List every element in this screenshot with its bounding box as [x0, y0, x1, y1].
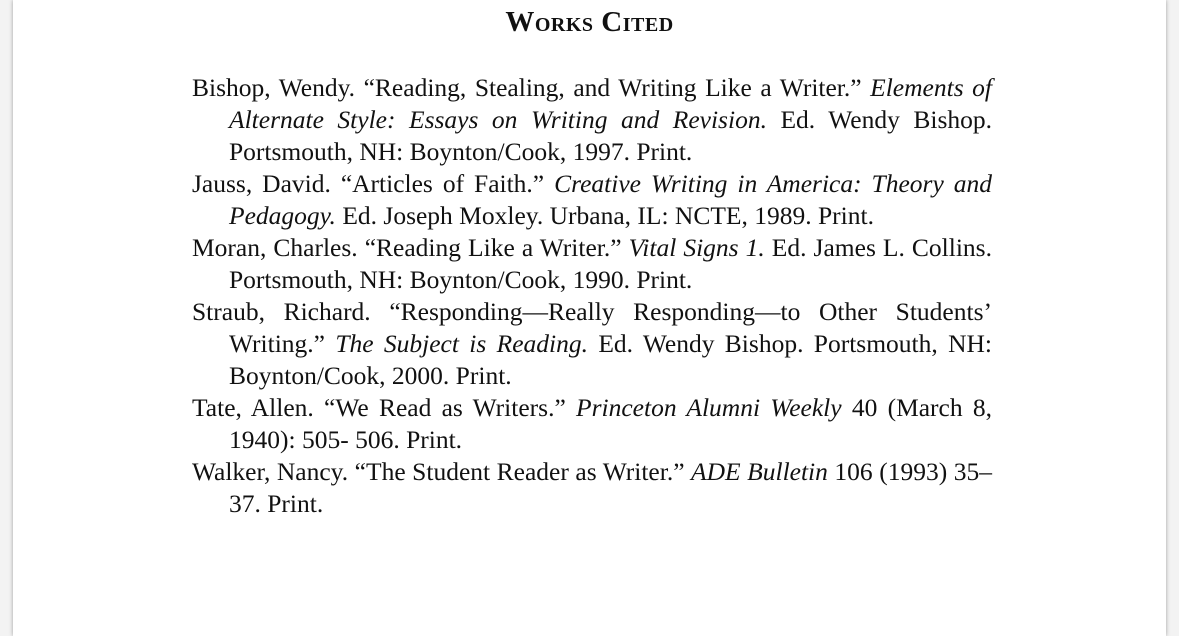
- citation-entry: [192, 72, 992, 168]
- citation-text: Moran, Charles. “Reading Like a Writer.”: [192, 233, 629, 262]
- citation-text: Jauss, David. “Articles of Faith.”: [192, 169, 555, 198]
- citation-source-title: Elements of Alternate Style: Essays on Writing and Revision.: [229, 73, 992, 134]
- citation-source-title: ADE Bulletin: [691, 457, 828, 486]
- page-title: Works Cited: [505, 6, 674, 38]
- citation-text: Tate, Allen. “We Read as Writers.”: [192, 393, 577, 422]
- citation-text: Bishop, Wendy. “Reading, Stealing, and Writing Like a Writer.”: [192, 73, 871, 102]
- citation-entry: [192, 456, 992, 520]
- citation-publication-info: Ed. Joseph Moxley. Urbana, IL: NCTE, 1989. Print.: [335, 201, 874, 230]
- works-cited-list: [192, 72, 992, 520]
- citation-source-title: Princeton Alumni Weekly: [576, 393, 842, 422]
- citation-publication-info: Ed. Wendy Bishop. Portsmouth, NH: Boynton/Cook, 1997. Print.: [229, 105, 993, 166]
- citation-publication-info: Ed. James L. Collins. Portsmouth, NH: Boynton/Cook, 1990. Print.: [229, 233, 992, 294]
- citation-source-title: The Subject is Reading.: [335, 329, 588, 358]
- citation-text: Straub, Richard. “Responding—Really Responding—to Other Students’ Writing.”: [192, 297, 992, 358]
- citation-entry: [192, 232, 992, 296]
- citation-publication-info: 40 (March 8, 1940): 505- 506. Print.: [229, 393, 992, 454]
- citation-source-title: Vital Signs 1.: [628, 233, 765, 262]
- citation-entry: [192, 296, 992, 392]
- citation-entry: [192, 168, 992, 232]
- citation-source-title: Creative Writing in America: Theory and Pedagogy.: [229, 169, 992, 230]
- citation-entry: [192, 392, 992, 456]
- citation-publication-info: 106 (1993) 35–37. Print.: [229, 457, 992, 518]
- citation-publication-info: Ed. Wendy Bishop. Portsmouth, NH: Boynton/Cook, 2000. Print.: [229, 329, 992, 390]
- citation-text: Walker, Nancy. “The Student Reader as Writer.”: [192, 457, 692, 486]
- document-page: [13, 0, 1166, 636]
